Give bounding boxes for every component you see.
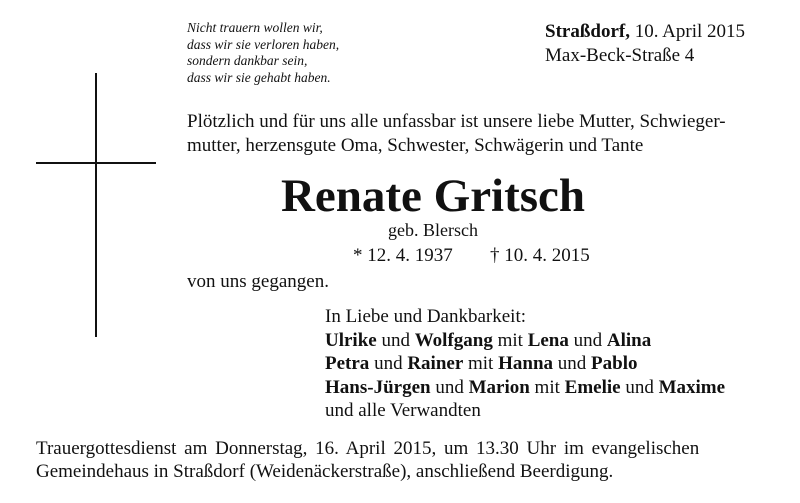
mourners [325, 305, 725, 423]
connector: und [369, 353, 408, 374]
maiden-name: geb. Blersch [388, 220, 478, 240]
service-line: Trauergottesdienst am Donnerstag, 16. April 2015, um 13.30 Uhr im evangelischen [36, 438, 700, 459]
death-date: † 10. 4. 2015 [490, 245, 590, 266]
mourner-name: Lena [527, 329, 569, 351]
mourner-line [325, 329, 725, 353]
mourner-name: Alina [606, 329, 652, 351]
mourner-line [325, 376, 725, 400]
connector: mit [463, 353, 499, 374]
intro-text [187, 110, 726, 158]
mourner-name: Hanna [498, 353, 554, 374]
connector: und [568, 329, 607, 351]
departed-text: von uns gegangen. [187, 271, 329, 292]
poem-line: dass wir sie verloren haben, [187, 36, 340, 52]
mourner-name: Maxime [658, 376, 726, 398]
cross-icon-bar [36, 162, 156, 164]
service-line: Gemeindehaus in Straßdorf (Weidenäckerstraße), anschließend Beerdigung. [36, 461, 614, 482]
connector: und [620, 376, 659, 398]
mourner-name: Ulrike [325, 329, 377, 351]
date: 10. April 2015 [629, 21, 746, 42]
connector: mit [529, 376, 565, 398]
mourner-line [325, 352, 725, 376]
intro-line: mutter, herzensgute Oma, Schwester, Schwägerin und Tante [187, 135, 644, 156]
poem-line: sondern dankbar sein, [187, 53, 308, 68]
town: Straßdorf, [545, 21, 630, 42]
intro-line: Plötzlich und für uns alle unfassbar ist unsere liebe Mutter, Schwieger- [187, 111, 726, 132]
mourners-heading: In Liebe und Dankbarkeit: [325, 306, 527, 327]
mourner-name: Marion [468, 376, 530, 398]
connector: und [553, 353, 592, 374]
connector: und [376, 329, 415, 351]
place-date [545, 20, 745, 68]
mourner-name: Hans-Jürgen [325, 376, 431, 398]
poem-line: Nicht trauern wollen wir, [187, 20, 323, 35]
mourner-name: Wolfgang [414, 329, 493, 351]
mourner-name: Pablo [591, 353, 638, 374]
poem [187, 20, 339, 86]
mourners-closing: und alle Verwandten [325, 400, 481, 421]
service-info [36, 437, 699, 483]
mourner-name: Rainer [407, 353, 464, 374]
connector: und [430, 376, 469, 398]
mourner-name: Petra [325, 353, 370, 374]
mourner-name: Emelie [564, 376, 621, 398]
deceased-name: Renate Gritsch [280, 170, 586, 222]
birth-date: * 12. 4. 1937 [353, 245, 453, 266]
street-address: Max-Beck-Straße 4 [545, 45, 695, 66]
poem-line: dass wir sie gehabt haben. [187, 69, 331, 85]
connector: mit [492, 329, 528, 351]
